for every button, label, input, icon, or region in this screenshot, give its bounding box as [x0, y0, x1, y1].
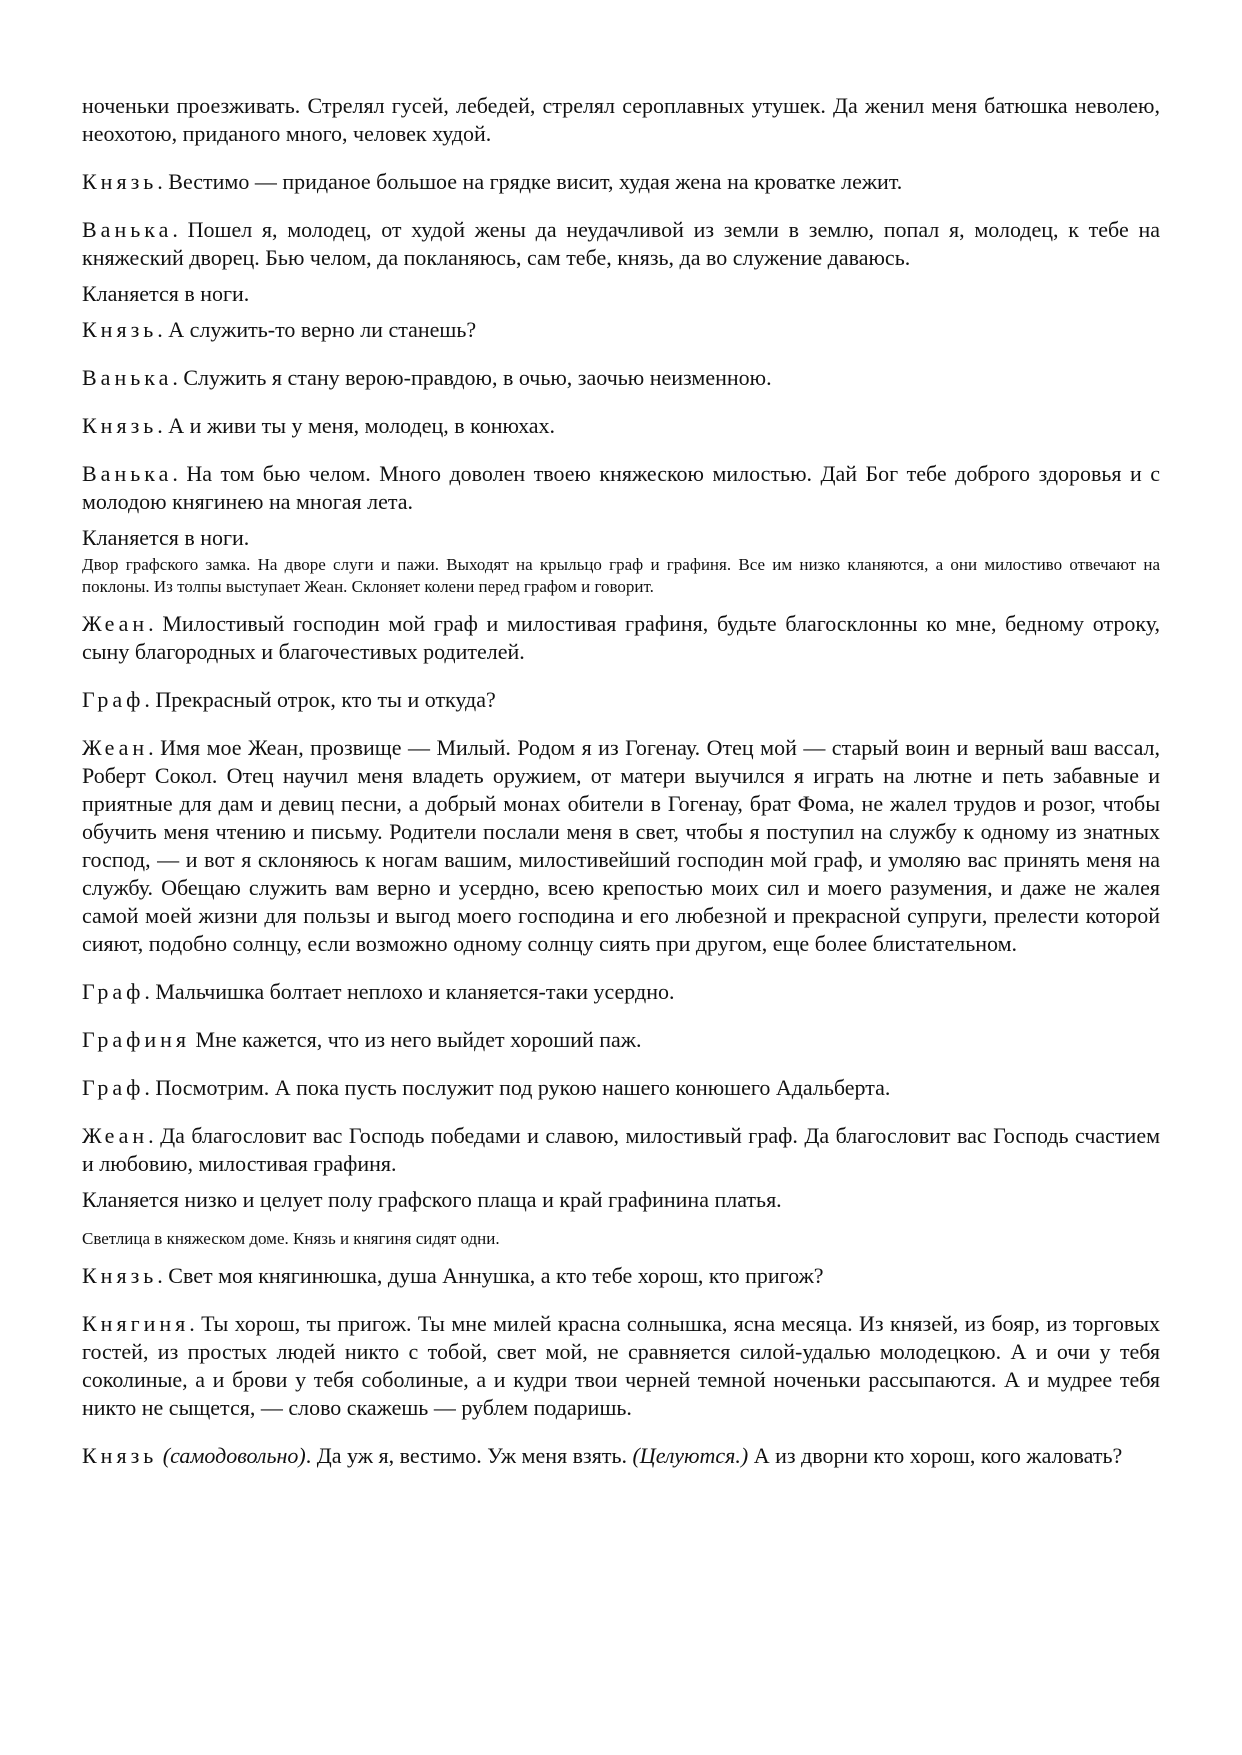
speaker-separator: .: [144, 979, 156, 1004]
dialogue-text: Свет моя княгинюшка, душа Аннушка, а кто тебе хорош, кто пригож?: [168, 1263, 824, 1288]
stage-direction: [82, 524, 1160, 552]
speaker-name: Граф: [82, 979, 145, 1004]
document-page: [82, 92, 1160, 1490]
dialogue-text: Пошел я, молодец, от худой жены да неудачливой из земли в землю, попал я, молодец, к тебе на княжеский дворец. Бью челом, да покланяюсь, сам тебе, князь, да во служение даваюсь.: [82, 217, 1160, 270]
dialogue-text: А служить-то верно ли станешь?: [168, 317, 477, 342]
speaker-separator: .: [189, 1311, 202, 1336]
speaker-separator: .: [157, 317, 169, 342]
dialogue-line: [82, 1310, 1160, 1422]
dialogue-line: [82, 412, 1160, 440]
dialogue-line: [82, 1026, 1160, 1054]
stage-direction: [82, 280, 1160, 308]
speaker-name: Ванька: [82, 461, 173, 486]
paragraph-text: ноченьки проезживать. Стрелял гусей, лебедей, стрелял сероплавных утушек. Да женил меня батюшка неволею, неохотою, приданого много, человек худой.: [82, 93, 1160, 146]
speaker-separator: .: [144, 687, 156, 712]
stage-direction-text: Кланяется в ноги.: [82, 281, 250, 306]
dialogue-line: [82, 1442, 1160, 1470]
dialogue-line: [82, 168, 1160, 196]
speaker-name: Князь: [82, 1263, 158, 1288]
stage-direction-inline: (самодовольно): [162, 1443, 306, 1468]
speaker-name: Князь: [82, 317, 158, 342]
speaker-name: Жеан: [82, 611, 149, 636]
dialogue-line: [82, 734, 1160, 958]
speaker-name: Жеан: [82, 1123, 149, 1148]
speaker-name: Жеан: [82, 735, 149, 760]
speaker-separator: .: [157, 169, 169, 194]
speaker-separator: .: [157, 413, 169, 438]
speaker-name: Граф: [82, 1075, 145, 1100]
dialogue-line: [82, 610, 1160, 666]
speaker-separator: .: [172, 365, 184, 390]
dialogue-text: Ты хорош, ты пригож. Ты мне милей красна солнышка, ясна месяца. Из князей, из бояр, из торговых гостей, из простых людей никто с тобой, свет мой, не сравняется силой-удалью молодецкою. А и очи у тебя соколиные, а и брови у тебя соболиные, а и кудри твои черней темной ноченьки рассыпаются. А и мудрее тебя никто не сыщется, — слово скажешь — рублем подаришь.: [82, 1311, 1160, 1420]
dialogue-text: Вестимо — приданое большое на грядке висит, худая жена на кроватке лежит.: [168, 169, 903, 194]
dialogue-text: Мальчишка болтает неплохо и кланяется-таки усердно.: [155, 979, 675, 1004]
speaker-name: Князь: [82, 1443, 158, 1468]
scene-note: [82, 554, 1160, 598]
speaker-separator: .: [172, 461, 187, 486]
dialogue-text: А и живи ты у меня, молодец, в конюхах.: [168, 413, 556, 438]
speaker-separator: .: [172, 217, 188, 242]
dialogue-line: [82, 1074, 1160, 1102]
dialogue-text: . Да уж я, вестимо. Уж меня взять.: [305, 1443, 633, 1468]
dialogue-line: [82, 316, 1160, 344]
speaker-name: Князь: [82, 169, 158, 194]
dialogue-line: [82, 686, 1160, 714]
speaker-separator: .: [144, 1075, 156, 1100]
dialogue-line: [82, 460, 1160, 516]
dialogue-line: [82, 978, 1160, 1006]
speaker-separator: .: [148, 735, 161, 760]
dialogue-text: На том бью челом. Много доволен твоею княжескою милостью. Дай Бог тебе доброго здоровья и с молодою княгинею на многая лета.: [82, 461, 1161, 514]
dialogue-text: Милостивый господин мой граф и милостивая графиня, будьте благосклонны ко мне, бедному отроку, сыну благородных и благочестивых родителей.: [82, 611, 1160, 664]
speaker-separator: .: [157, 1263, 169, 1288]
speaker-separator: .: [148, 611, 163, 636]
speaker-name: Князь: [82, 413, 158, 438]
scene-note-text: Двор графского замка. На дворе слуги и пажи. Выходят на крыльцо граф и графиня. Все им низко кланяются, а они милостиво отвечают на поклоны. Из толпы выступает Жеан. Склоняет колени перед графом и говорит.: [82, 555, 1160, 596]
stage-direction: [82, 1186, 1160, 1214]
speaker-name: Граф: [82, 687, 145, 712]
scene-note-text: Светлица в княжеском доме. Князь и княгиня сидят одни.: [82, 1229, 500, 1248]
dialogue-line: [82, 216, 1160, 272]
speaker-name: Ванька: [82, 365, 173, 390]
dialogue-text: Посмотрим. А пока пусть послужит под рукою нашего конюшего Адальберта.: [155, 1075, 891, 1100]
scene-note: [82, 1228, 1160, 1250]
dialogue-text: Мне кажется, что из него выйдет хороший паж.: [195, 1027, 642, 1052]
speaker-separator: .: [148, 1123, 161, 1148]
dialogue-text: Да благословит вас Господь победами и славою, милостивый граф. Да благословит вас Господь счастием и любовию, милостивая графиня.: [82, 1123, 1161, 1176]
dialogue-text: Служить я стану верою-правдою, в очью, заочью неизменною.: [183, 365, 772, 390]
dialogue-line: [82, 1262, 1160, 1290]
stage-direction-text: Кланяется низко и целует полу графского плаща и край графинина платья.: [82, 1187, 782, 1212]
dialogue-text: Имя мое Жеан, прозвище — Милый. Родом я из Гогенау. Отец мой — старый воин и верный ваш вассал, Роберт Сокол. Отец научил меня владеть оружием, от матери выучился я играть на лютне и петь забавные и приятные для дам и девиц песни, а добрый монах обители в Гогенау, брат Фома, не жалел трудов и розог, чтобы обучить меня чтению и письму. Родители послали меня в свет, чтобы я поступил на службу к одному из знатных господ, — и вот я склоняюсь к ногам вашим, милостивейший господин мой граф, и умоляю вас принять меня на службу. Обещаю служить вам верно и усердно, всею крепостью моих сил и моего разумения, и даже не жалея самой моей жизни для пользы и выгод моего господина и его любезной и прекрасной супруги, прелести которой сияют, подобно солнцу, если возможно одному солнцу сиять при другом, еще более блистательном.: [82, 735, 1161, 956]
stage-direction-text: Кланяется в ноги.: [82, 525, 250, 550]
speaker-name: Княгиня: [82, 1311, 190, 1336]
dialogue-line: [82, 364, 1160, 392]
dialogue-text: Прекрасный отрок, кто ты и откуда?: [155, 687, 496, 712]
speaker-name: Ванька: [82, 217, 173, 242]
speaker-name: Графиня: [82, 1027, 191, 1052]
stage-direction-inline: (Целуются.): [632, 1443, 749, 1468]
dialogue-line: [82, 1122, 1160, 1178]
dialogue-text: А из дворни кто хорош, кого жаловать?: [748, 1443, 1123, 1468]
paragraph: [82, 92, 1160, 148]
